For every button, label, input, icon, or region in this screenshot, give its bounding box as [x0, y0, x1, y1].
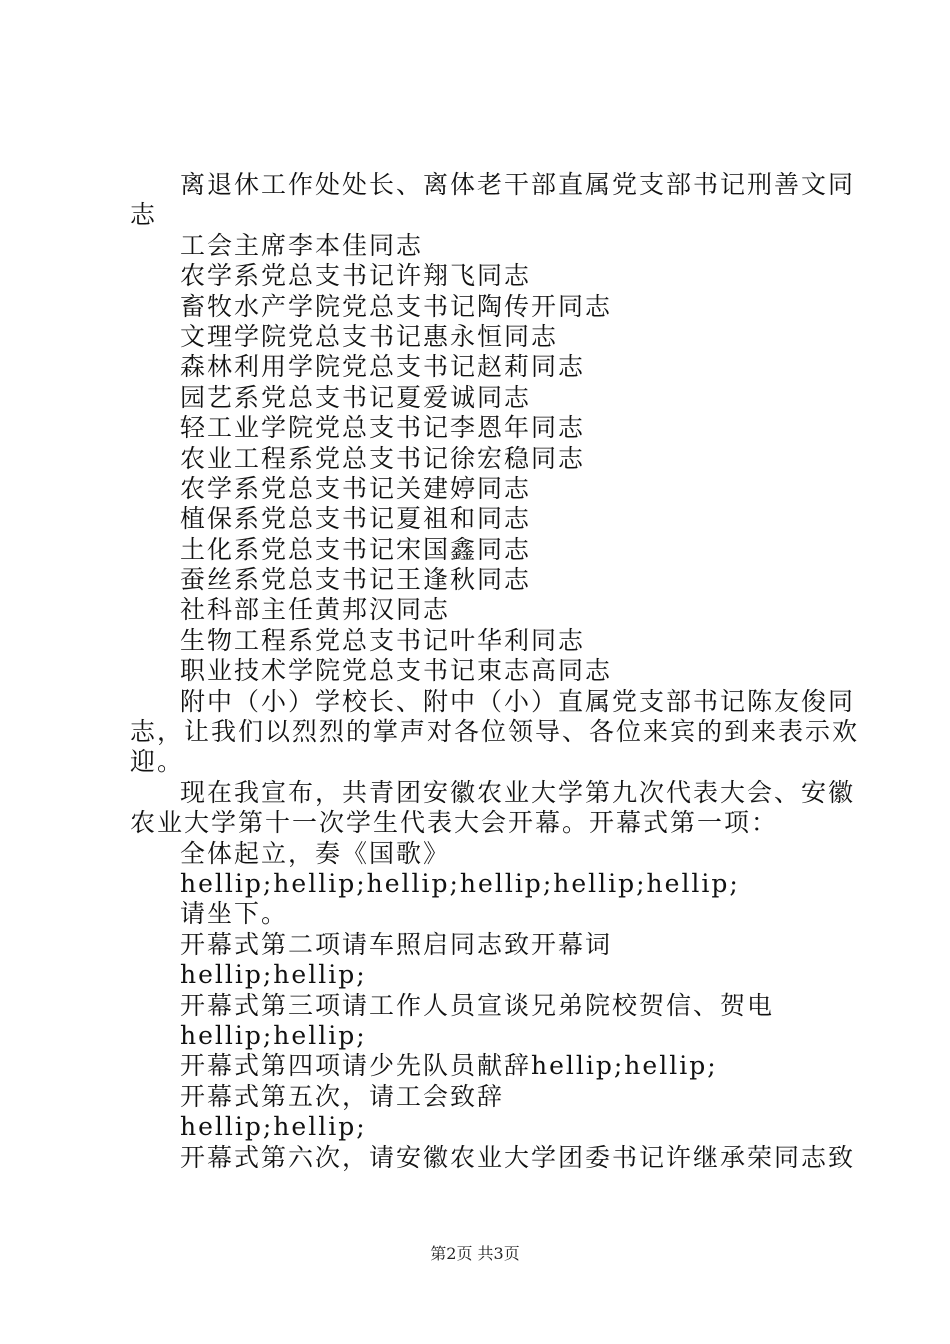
text-line: 土化系党总支书记宋国鑫同志 [180, 534, 532, 564]
document-body [130, 170, 860, 1173]
text-line: 农业工程系党总支书记徐宏稳同志 [180, 443, 586, 473]
text-line: 园艺系党总支书记夏爱诚同志 [180, 382, 532, 412]
text-line: 轻工业学院党总支书记李恩年同志 [180, 413, 586, 443]
text-line: 开幕式第四项请少先队员献辞hellip;hellip; [180, 1051, 718, 1081]
text-line: 志 [130, 200, 158, 230]
text-line: hellip;hellip; [180, 1020, 367, 1050]
text-line: 文理学院党总支书记惠永恒同志 [180, 321, 559, 351]
page-footer: 第2页 共3页 [430, 1244, 520, 1263]
text-line: 现在我宣布，共青团安徽农业大学第九次代表大会、安徽 [180, 777, 856, 807]
text-line: hellip;hellip; [180, 960, 367, 990]
text-line: 开幕式第五次，请工会致辞 [180, 1081, 505, 1111]
text-line: 开幕式第二项请车照启同志致开幕词 [180, 929, 613, 959]
text-line: 附中（小）学校长、附中（小）直属党支部书记陈友俊同 [180, 686, 856, 716]
text-line: 植保系党总支书记夏祖和同志 [180, 504, 532, 534]
text-line: 开幕式第三项请工作人员宣谈兄弟院校贺信、贺电 [180, 990, 775, 1020]
text-line: 农学系党总支书记许翔飞同志 [180, 261, 532, 291]
text-line: 生物工程系党总支书记叶华利同志 [180, 625, 586, 655]
text-line: 农学系党总支书记关建婷同志 [180, 473, 532, 503]
text-line: 蚕丝系党总支书记王逢秋同志 [180, 565, 532, 595]
text-line: 全体起立，奏《国歌》 [180, 838, 451, 868]
text-line: 工会主席李本佳同志 [180, 230, 424, 260]
text-line: 志，让我们以烈烈的掌声对各位领导、各位来宾的到来表示欢 [130, 717, 860, 747]
text-line: 森林利用学院党总支书记赵莉同志 [180, 352, 586, 382]
text-line: 社科部主任黄邦汉同志 [180, 595, 451, 625]
text-line: 迎。 [130, 747, 185, 777]
text-line: 请坐下。 [180, 899, 289, 929]
text-line: hellip;hellip; [180, 1112, 367, 1142]
text-line: 离退休工作处处长、离体老干部直属党支部书记刑善文同 [180, 170, 856, 199]
text-line: 开幕式第六次，请安徽农业大学团委书记许继承荣同志致 [180, 1142, 856, 1172]
text-line: hellip;hellip;hellip;hellip;hellip;hellip; [180, 868, 740, 898]
text-line: 职业技术学院党总支书记束志高同志 [180, 656, 613, 686]
text-line: 畜牧水产学院党总支书记陶传开同志 [180, 291, 613, 321]
text-line: 农业大学第十一次学生代表大会开幕。开幕式第一项： [130, 808, 779, 838]
